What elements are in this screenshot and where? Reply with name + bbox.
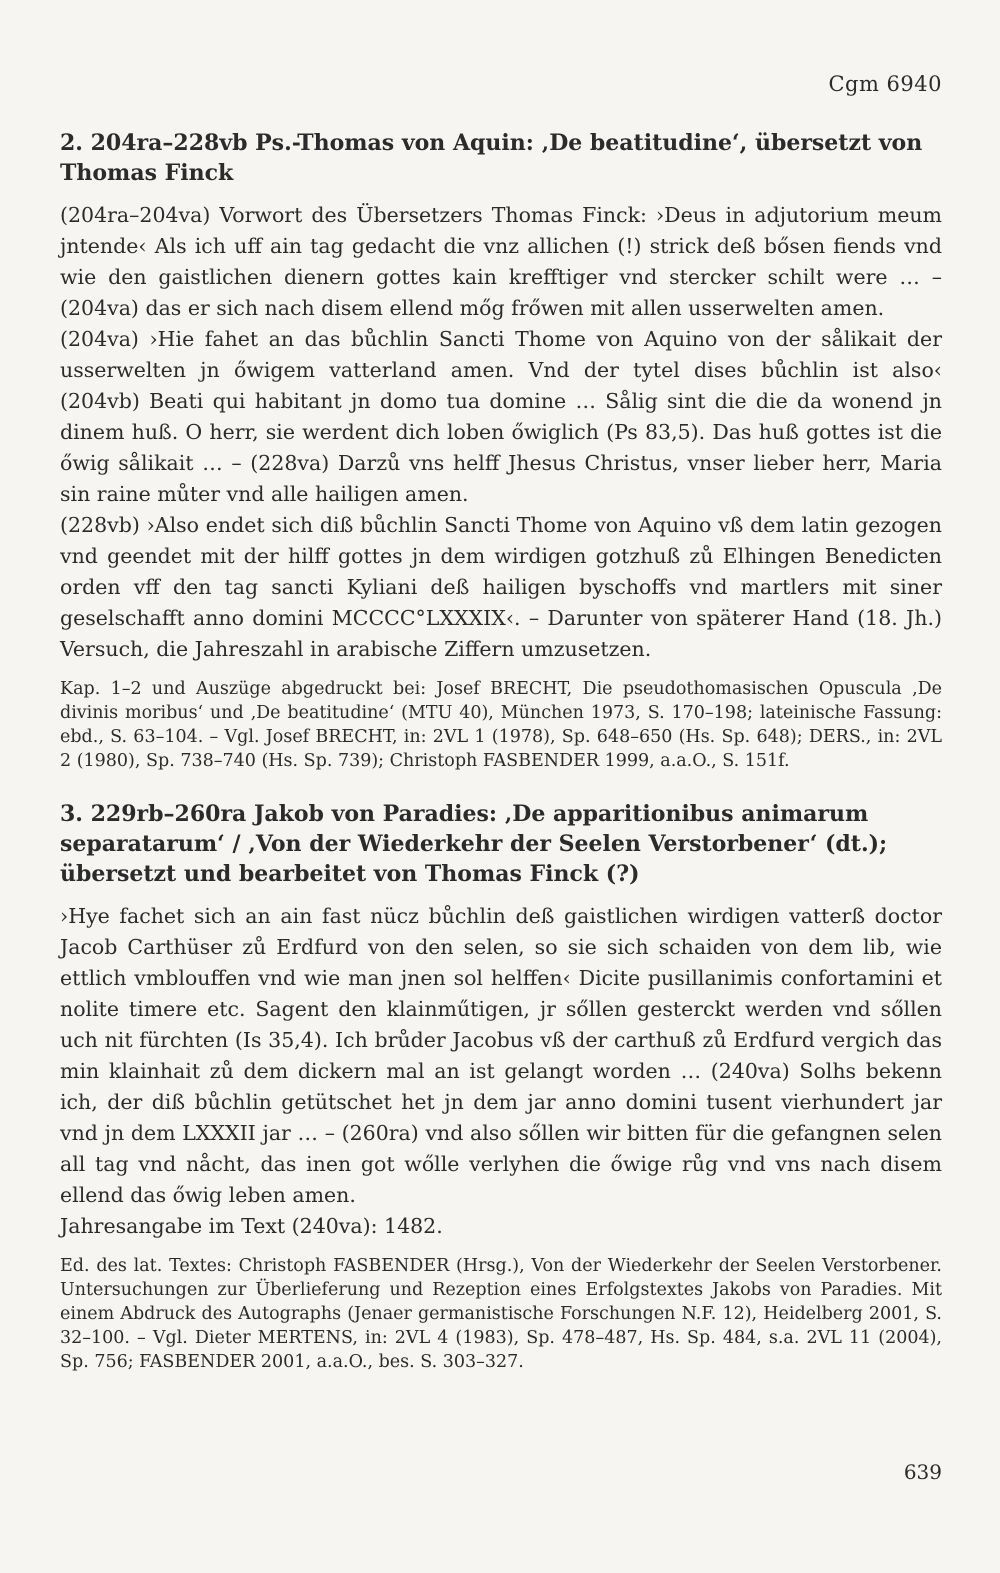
- bibliography-note: Kap. 1–2 und Auszüge abgedruckt bei: Josef BRECHT, Die pseudothomasischen Opuscula ‚De divinis moribus‘ und ‚De beatitudine‘ (MTU 40), München 1973, S. 170–198; lateinische Fassung: ebd., S. 63–104. – Vgl. Josef BRECHT, in: 2VL 1 (1978), Sp. 648–650 (Hs. Sp. 648); DERS., in: 2VL 2 (1980), Sp. 738–740 (Hs. Sp. 739); Christoph FASBENDER 1999, a.a.O., S. 151f.: [60, 679, 942, 771]
- colophon-paragraph: (228vb) ›Also endet sich diß bůchlin Sancti Thome von Aquino vß dem latin gezogen vnd geendet mit der hilff gottes jn dem wirdigen gotzhuß zů Elhingen Benedicten orden vff den tag sancti Kyliani deß hailigen byschoffs vnd martlers mit siner geselschafft anno domini MCCCC°LXXXIX‹. – Darunter von späterer Hand (18. Jh.) Versuch, die Jahreszahl in arabische Ziffern umzusetzen.: [60, 513, 942, 661]
- entry-heading: 2. 204ra–228vb Ps.-Thomas von Aquin: ‚De beatitudine‘, übersetzt von Thomas Finck: [60, 130, 923, 186]
- running-head: Cgm 6940: [828, 72, 942, 96]
- section-gap: [60, 773, 942, 799]
- text-paragraph: (204va) ›Hie fahet an das bůchlin Sancti Thome von Aquino von der sålikait der usserwelten jn őwigem vatterland amen. Vnd der tytel dises bůchlin ist also‹ (204vb) Beati qui habitant jn domo tua domine … Sålig sint die die da wonend jn dinem huß. O herr, sie werdent dich loben őwiglich (Ps 83,5). Das huß gottes ist die őwig sålikait … – (228va) Darzů vns helff Jhesus Christus, vnser lieber herr, Maria sin raine můter vnd alle hailigen amen.: [60, 327, 942, 506]
- entry-2: [60, 128, 942, 773]
- page-number: 639: [903, 1460, 942, 1484]
- date-note: Jahresangabe im Text (240va): 1482.: [60, 1214, 443, 1238]
- entry-3: [60, 799, 942, 1374]
- entry-heading: 3. 229rb–260ra Jakob von Paradies: ‚De apparitionibus animarum separatarum‘ / ‚Von der Wiederkehr der Seelen Verstorbener‘ (dt.); übersetzt und bearbeitet von Thomas Finck (?): [60, 801, 888, 887]
- text-paragraph: ›Hye fachet sich an ain fast nücz bůchlin deß gaistlichen wirdigen vatterß doctor Jacob Carthüser zů Erdfurd von den selen, so sie sich schaiden von dem lib, wie ettlich vmblouffen vnd wie man jnen sol helffen‹ Dicite pusillanimis confortamini et nolite timere etc. Sagent den klainműtigen, jr sőllen gesterckt werden vnd sőllen uch nit fürchten (Is 35,4). Ich brůder Jacobus vß der carthuß zů Erdfurd vergich das min klainhait zů dem dickern mal an ist gelangt worden … (240va) Solhs bekenn ich, der diß bůchlin getütschet het jn dem jar anno domini tusent vierhundert jar vnd jn dem LXXXII jar … – (260ra) vnd also sőllen wir bitten für die gefangnen selen all tag vnd nåcht, das inen got wőlle verlyhen die őwige růg vnd vns nach disem ellend das őwig leben amen.: [60, 904, 942, 1207]
- bibliography-note: Ed. des lat. Textes: Christoph FASBENDER (Hrsg.), Von der Wiederkehr der Seelen Verstorbener. Untersuchungen zur Überlieferung und Rezeption eines Erfolgstextes Jakobs von Paradies. Mit einem Abdruck des Autographs (Jenaer germanistische Forschungen N.F. 12), Heidelberg 2001, S. 32–100. – Vgl. Dieter MERTENS, in: 2VL 4 (1983), Sp. 478–487, Hs. Sp. 484, s.a. 2VL 11 (2004), Sp. 756; FASBENDER 2001, a.a.O., bes. S. 303–327.: [60, 1256, 942, 1372]
- main-content: [60, 128, 942, 1374]
- preface-paragraph: (204ra–204va) Vorwort des Übersetzers Thomas Finck: ›Deus in adjutorium meum jntende‹ Als ich uff ain tag gedacht die vnz allichen (!) strick deß bősen fiends vnd wie den gaistlichen dienern gottes kain krefftiger vnd stercker schilt were … – (204va) das er sich nach disem ellend mőg frőwen mit allen usserwelten amen.: [60, 203, 942, 320]
